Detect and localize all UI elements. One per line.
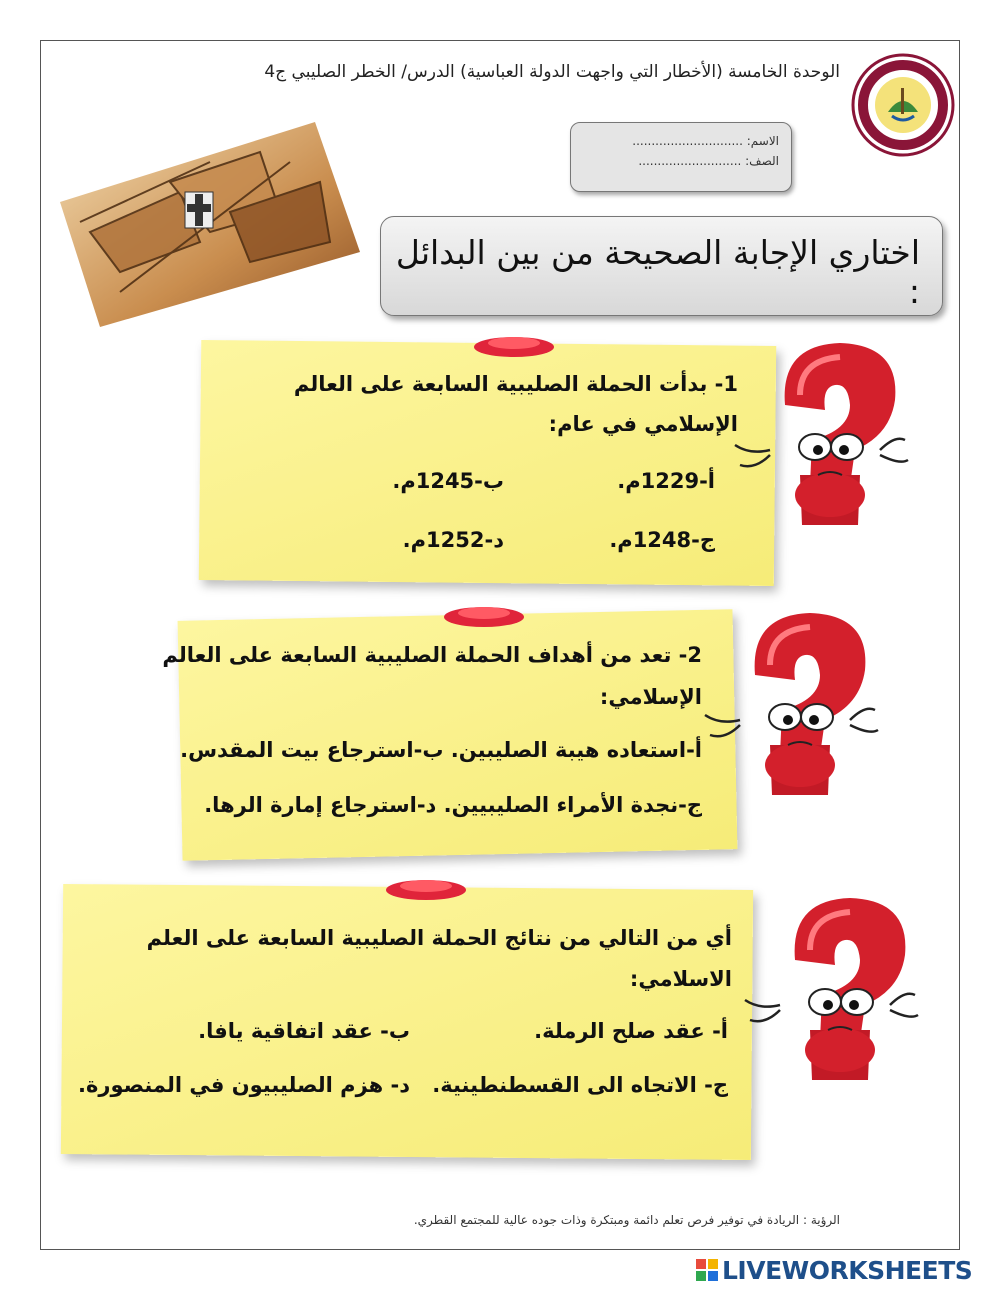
question-3-text: أي من التالي من نتائج الحملة الصليبية السابعة على العلم bbox=[146, 926, 732, 950]
liveworksheets-watermark: LIVEWORKSHEETS bbox=[722, 1256, 973, 1285]
question-1-option-a[interactable]: أ-1229م. bbox=[617, 469, 715, 493]
question-1-option-b[interactable]: ب-1245م. bbox=[392, 469, 504, 493]
pushpin-icon bbox=[382, 876, 470, 902]
pushpin-icon bbox=[440, 603, 528, 629]
question-3-option-b[interactable]: ب- عقد اتفاقية يافا. bbox=[198, 1019, 410, 1043]
liveworksheets-logo-icon bbox=[696, 1259, 718, 1281]
question-2-options-ab[interactable]: أ-استعاده هيبة الصليبين. ب-استرجاع بيت المقدس. bbox=[180, 738, 702, 762]
instruction-banner: اختاري الإجابة الصحيحة من بين البدائل : bbox=[380, 216, 943, 316]
student-info-box bbox=[570, 122, 792, 192]
question-1-option-c[interactable]: ج-1248م. bbox=[609, 528, 715, 552]
question-1-text: 1- بدأت الحملة الصليبية السابعة على العالم bbox=[293, 372, 738, 396]
question-2-text-cont: الإسلامي: bbox=[599, 685, 702, 709]
question-2-text: 2- تعد من أهداف الحملة الصليبية السابعة على العالم bbox=[162, 643, 702, 667]
pushpin-icon bbox=[470, 333, 558, 359]
unit-lesson-title: الوحدة الخامسة (الأخطار التي واجهت الدولة العباسية) الدرس/ الخطر الصليبي ج4 bbox=[264, 62, 840, 82]
qatar-ministry-logo bbox=[848, 50, 958, 160]
question-2-options-cd[interactable]: ج-نجدة الأمراء الصليبيين. د-استرجاع إمارة الرها. bbox=[204, 793, 702, 817]
name-field[interactable]: الاسم: ............................. bbox=[632, 134, 779, 148]
question-mark-mascot-icon bbox=[740, 890, 920, 1100]
question-mark-mascot-icon bbox=[700, 605, 880, 815]
crusaders-battle-image bbox=[60, 122, 360, 327]
question-3-option-d[interactable]: د- هزم الصليبيون في المنصورة. bbox=[78, 1073, 410, 1097]
question-3-text-cont: الاسلامي: bbox=[629, 967, 732, 991]
question-3-option-a[interactable]: أ- عقد صلح الرملة. bbox=[534, 1019, 728, 1043]
question-3-option-c[interactable]: ج- الاتجاه الى القسطنطينية. bbox=[432, 1073, 728, 1097]
class-field[interactable]: الصف: ........................... bbox=[638, 154, 779, 168]
vision-footer: الرؤية : الريادة في توفير فرص تعلم دائمة ومبتكرة وذات جوده عالية للمجتمع القطري. bbox=[413, 1213, 840, 1227]
question-1-text-cont: الإسلامي في عام: bbox=[548, 412, 738, 436]
question-mark-mascot-icon bbox=[730, 335, 910, 545]
question-1-option-d[interactable]: د-1252م. bbox=[402, 528, 504, 552]
